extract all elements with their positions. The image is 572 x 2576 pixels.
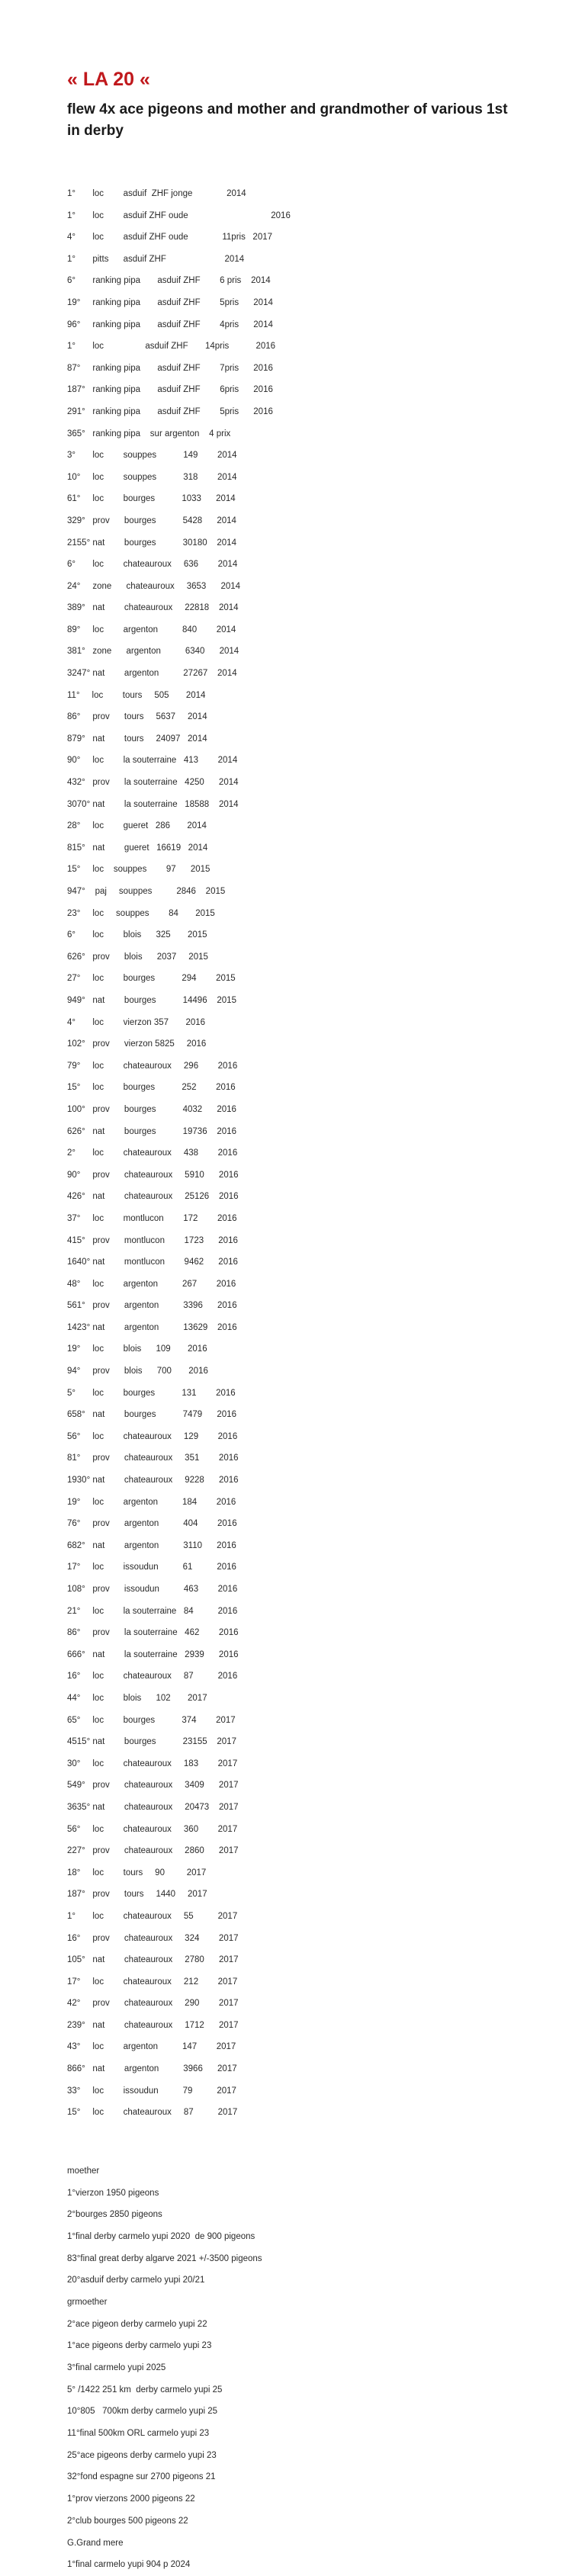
result-row: 23° loc souppes 84 2015 (67, 908, 215, 918)
result-row: 18° loc tours 90 2017 (67, 1868, 207, 1877)
pedigree-note: 1°ace pigeons derby carmelo yupi 23 (67, 2341, 212, 2351)
pedigree-note: 5° /1422 251 km derby carmelo yupi 25 (67, 2385, 223, 2395)
result-row: 48° loc argenton 267 2016 (67, 1279, 236, 1289)
result-row: 4° loc vierzon 357 2016 (67, 1017, 206, 1027)
result-row: 90° loc la souterraine 413 2014 (67, 756, 238, 766)
result-row: 1° loc chateauroux 55 2017 (67, 1911, 238, 1921)
result-row: 43° loc argenton 147 2017 (67, 2042, 236, 2052)
result-row: 89° loc argenton 840 2014 (67, 625, 236, 634)
result-row: 227° prov chateauroux 2860 2017 (67, 1846, 239, 1856)
result-row: 879° nat tours 24097 2014 (67, 734, 207, 744)
result-row: 15° loc souppes 97 2015 (67, 865, 210, 875)
result-row: 17° loc chateauroux 212 2017 (67, 1977, 238, 1987)
result-row: 90° prov chateauroux 5910 2016 (67, 1170, 239, 1180)
result-row: 86° prov la souterraine 462 2016 (67, 1628, 239, 1638)
pedigree-note: 2°club bourges 500 pigeons 22 (67, 2516, 188, 2526)
result-row: 415° prov montlucon 1723 2016 (67, 1235, 238, 1245)
page-title: « LA 20 « (67, 69, 150, 90)
result-row: 79° loc chateauroux 296 2016 (67, 1061, 238, 1071)
result-row: 10° loc souppes 318 2014 (67, 472, 237, 482)
result-row: 3070° nat la souterraine 18588 2014 (67, 799, 239, 809)
results-list (67, 183, 511, 2124)
pedigree-note: moether (67, 2166, 100, 2176)
result-row: 329° prov bourges 5428 2014 (67, 516, 236, 525)
result-row: 1° loc asduif ZHF jonge 2014 (67, 189, 246, 198)
result-row: 815° nat gueret 16619 2014 (67, 843, 208, 853)
pedigree-note: 1°final carmelo yupi 904 p 2024 (67, 2560, 191, 2570)
result-row: 65° loc bourges 374 2017 (67, 1715, 236, 1725)
result-row: 432° prov la souterraine 4250 2014 (67, 778, 239, 788)
result-row: 27° loc bourges 294 2015 (67, 974, 236, 984)
result-row: 21° loc la souterraine 84 2016 (67, 1606, 238, 1616)
result-row: 3247° nat argenton 27267 2014 (67, 669, 237, 679)
result-row: 6° loc blois 325 2015 (67, 930, 207, 940)
result-row: 15° loc chateauroux 87 2017 (67, 2108, 238, 2118)
result-row: 42° prov chateauroux 290 2017 (67, 1999, 239, 2009)
result-row: 949° nat bourges 14496 2015 (67, 995, 236, 1005)
pedigree-note: G.Grand mere (67, 2538, 124, 2548)
result-row: 76° prov argenton 404 2016 (67, 1519, 237, 1529)
result-row: 16° prov chateauroux 324 2017 (67, 1933, 239, 1943)
page-subtitle: flew 4x ace pigeons and mother and grandmother of various 1st in derby (67, 101, 508, 139)
result-row: 6° loc chateauroux 636 2014 (67, 560, 238, 570)
pedigree-notes (67, 2160, 511, 2576)
result-row: 1423° nat argenton 13629 2016 (67, 1322, 237, 1332)
result-row: 947° paj souppes 2846 2015 (67, 887, 226, 896)
result-row: 105° nat chateauroux 2780 2017 (67, 1955, 239, 1965)
result-row: 44° loc blois 102 2017 (67, 1693, 207, 1703)
result-row: 1° pitts asduif ZHF 2014 (67, 254, 245, 264)
pedigree-note: 83°final great derby algarve 2021 +/-3500 pigeons (67, 2253, 262, 2263)
result-row: 549° prov chateauroux 3409 2017 (67, 1781, 239, 1791)
result-row: 61° loc bourges 1033 2014 (67, 494, 236, 504)
result-row: 56° loc chateauroux 129 2016 (67, 1431, 238, 1441)
result-row: 33° loc issoudun 79 2017 (67, 2086, 236, 2096)
result-row: 239° nat chateauroux 1712 2017 (67, 2020, 239, 2030)
result-row: 426° nat chateauroux 25126 2016 (67, 1192, 239, 1202)
pedigree-note: 11°final 500km ORL carmelo yupi 23 (67, 2429, 210, 2439)
result-row: 1930° nat chateauroux 9228 2016 (67, 1476, 239, 1486)
pedigree-note: 32°fond espagne sur 2700 pigeons 21 (67, 2472, 216, 2482)
pedigree-note: 2°bourges 2850 pigeons (67, 2210, 162, 2220)
result-row: 291° ranking pipa asduif ZHF 5pris 2016 (67, 406, 273, 416)
result-row: 15° loc bourges 252 2016 (67, 1083, 236, 1093)
result-row: 2155° nat bourges 30180 2014 (67, 538, 236, 548)
result-row: 187° ranking pipa asduif ZHF 6pris 2016 (67, 385, 273, 395)
result-row: 5° loc bourges 131 2016 (67, 1388, 236, 1398)
result-row: 1° loc asduif ZHF 14pris 2016 (67, 342, 276, 352)
result-row: 37° loc montlucon 172 2016 (67, 1213, 237, 1223)
pedigree-note: 10°805 700km derby carmelo yupi 25 (67, 2407, 218, 2417)
result-row: 3635° nat chateauroux 20473 2017 (67, 1802, 239, 1812)
result-row: 96° ranking pipa asduif ZHF 4pris 2014 (67, 320, 273, 329)
result-row: 100° prov bourges 4032 2016 (67, 1104, 236, 1114)
pedigree-note: 25°ace pigeons derby carmelo yupi 23 (67, 2450, 217, 2460)
result-row: 81° prov chateauroux 351 2016 (67, 1453, 239, 1463)
result-row: 102° prov vierzon 5825 2016 (67, 1039, 207, 1049)
result-row: 626° prov blois 2037 2015 (67, 952, 208, 962)
result-row: 11° loc tours 505 2014 (67, 690, 206, 700)
result-row: 19° loc argenton 184 2016 (67, 1497, 236, 1507)
result-row: 19° loc blois 109 2016 (67, 1344, 207, 1354)
pedigree-note: 2°ace pigeon derby carmelo yupi 22 (67, 2319, 207, 2329)
result-row: 4° loc asduif ZHF oude 11pris 2017 (67, 233, 273, 243)
result-row: 56° loc chateauroux 360 2017 (67, 1824, 238, 1834)
result-row: 17° loc issoudun 61 2016 (67, 1563, 236, 1572)
result-row: 28° loc gueret 286 2014 (67, 821, 207, 831)
result-row: 87° ranking pipa asduif ZHF 7pris 2016 (67, 363, 273, 373)
result-row: 30° loc chateauroux 183 2017 (67, 1759, 238, 1768)
result-row: 561° prov argenton 3396 2016 (67, 1301, 237, 1311)
result-row: 16° loc chateauroux 87 2016 (67, 1672, 238, 1681)
result-row: 2° loc chateauroux 438 2016 (67, 1148, 238, 1158)
pedigree-note: grmoether (67, 2297, 108, 2307)
result-row: 1640° nat montlucon 9462 2016 (67, 1257, 238, 1267)
result-row: 365° ranking pipa sur argenton 4 prix (67, 429, 231, 438)
result-row: 626° nat bourges 19736 2016 (67, 1126, 236, 1136)
result-row: 3° loc souppes 149 2014 (67, 451, 237, 461)
result-row: 389° nat chateauroux 22818 2014 (67, 603, 239, 613)
result-row: 4515° nat bourges 23155 2017 (67, 1737, 236, 1747)
pedigree-note: 1°final derby carmelo yupi 2020 de 900 pigeons (67, 2231, 255, 2241)
result-row: 866° nat argenton 3966 2017 (67, 2064, 237, 2074)
result-row: 86° prov tours 5637 2014 (67, 712, 207, 722)
result-row: 108° prov issoudun 463 2016 (67, 1585, 238, 1594)
result-row: 187° prov tours 1440 2017 (67, 1890, 207, 1900)
result-row: 1° loc asduif ZHF oude 2016 (67, 210, 291, 220)
result-row: 381° zone argenton 6340 2014 (67, 647, 239, 657)
result-row: 682° nat argenton 3110 2016 (67, 1540, 236, 1550)
result-row: 94° prov blois 700 2016 (67, 1367, 208, 1376)
pedigree-note: 3°final carmelo yupi 2025 (67, 2363, 166, 2373)
result-row: 658° nat bourges 7479 2016 (67, 1410, 236, 1420)
result-row: 6° ranking pipa asduif ZHF 6 pris 2014 (67, 276, 271, 286)
result-row: 666° nat la souterraine 2939 2016 (67, 1649, 239, 1659)
pedigree-note: 20°asduif derby carmelo yupi 20/21 (67, 2276, 205, 2285)
result-row: 19° ranking pipa asduif ZHF 5pris 2014 (67, 297, 273, 307)
pedigree-note: 1°vierzon 1950 pigeons (67, 2188, 159, 2198)
result-row: 24° zone chateauroux 3653 2014 (67, 581, 241, 591)
pedigree-note: 1°prov vierzons 2000 pigeons 22 (67, 2494, 195, 2504)
